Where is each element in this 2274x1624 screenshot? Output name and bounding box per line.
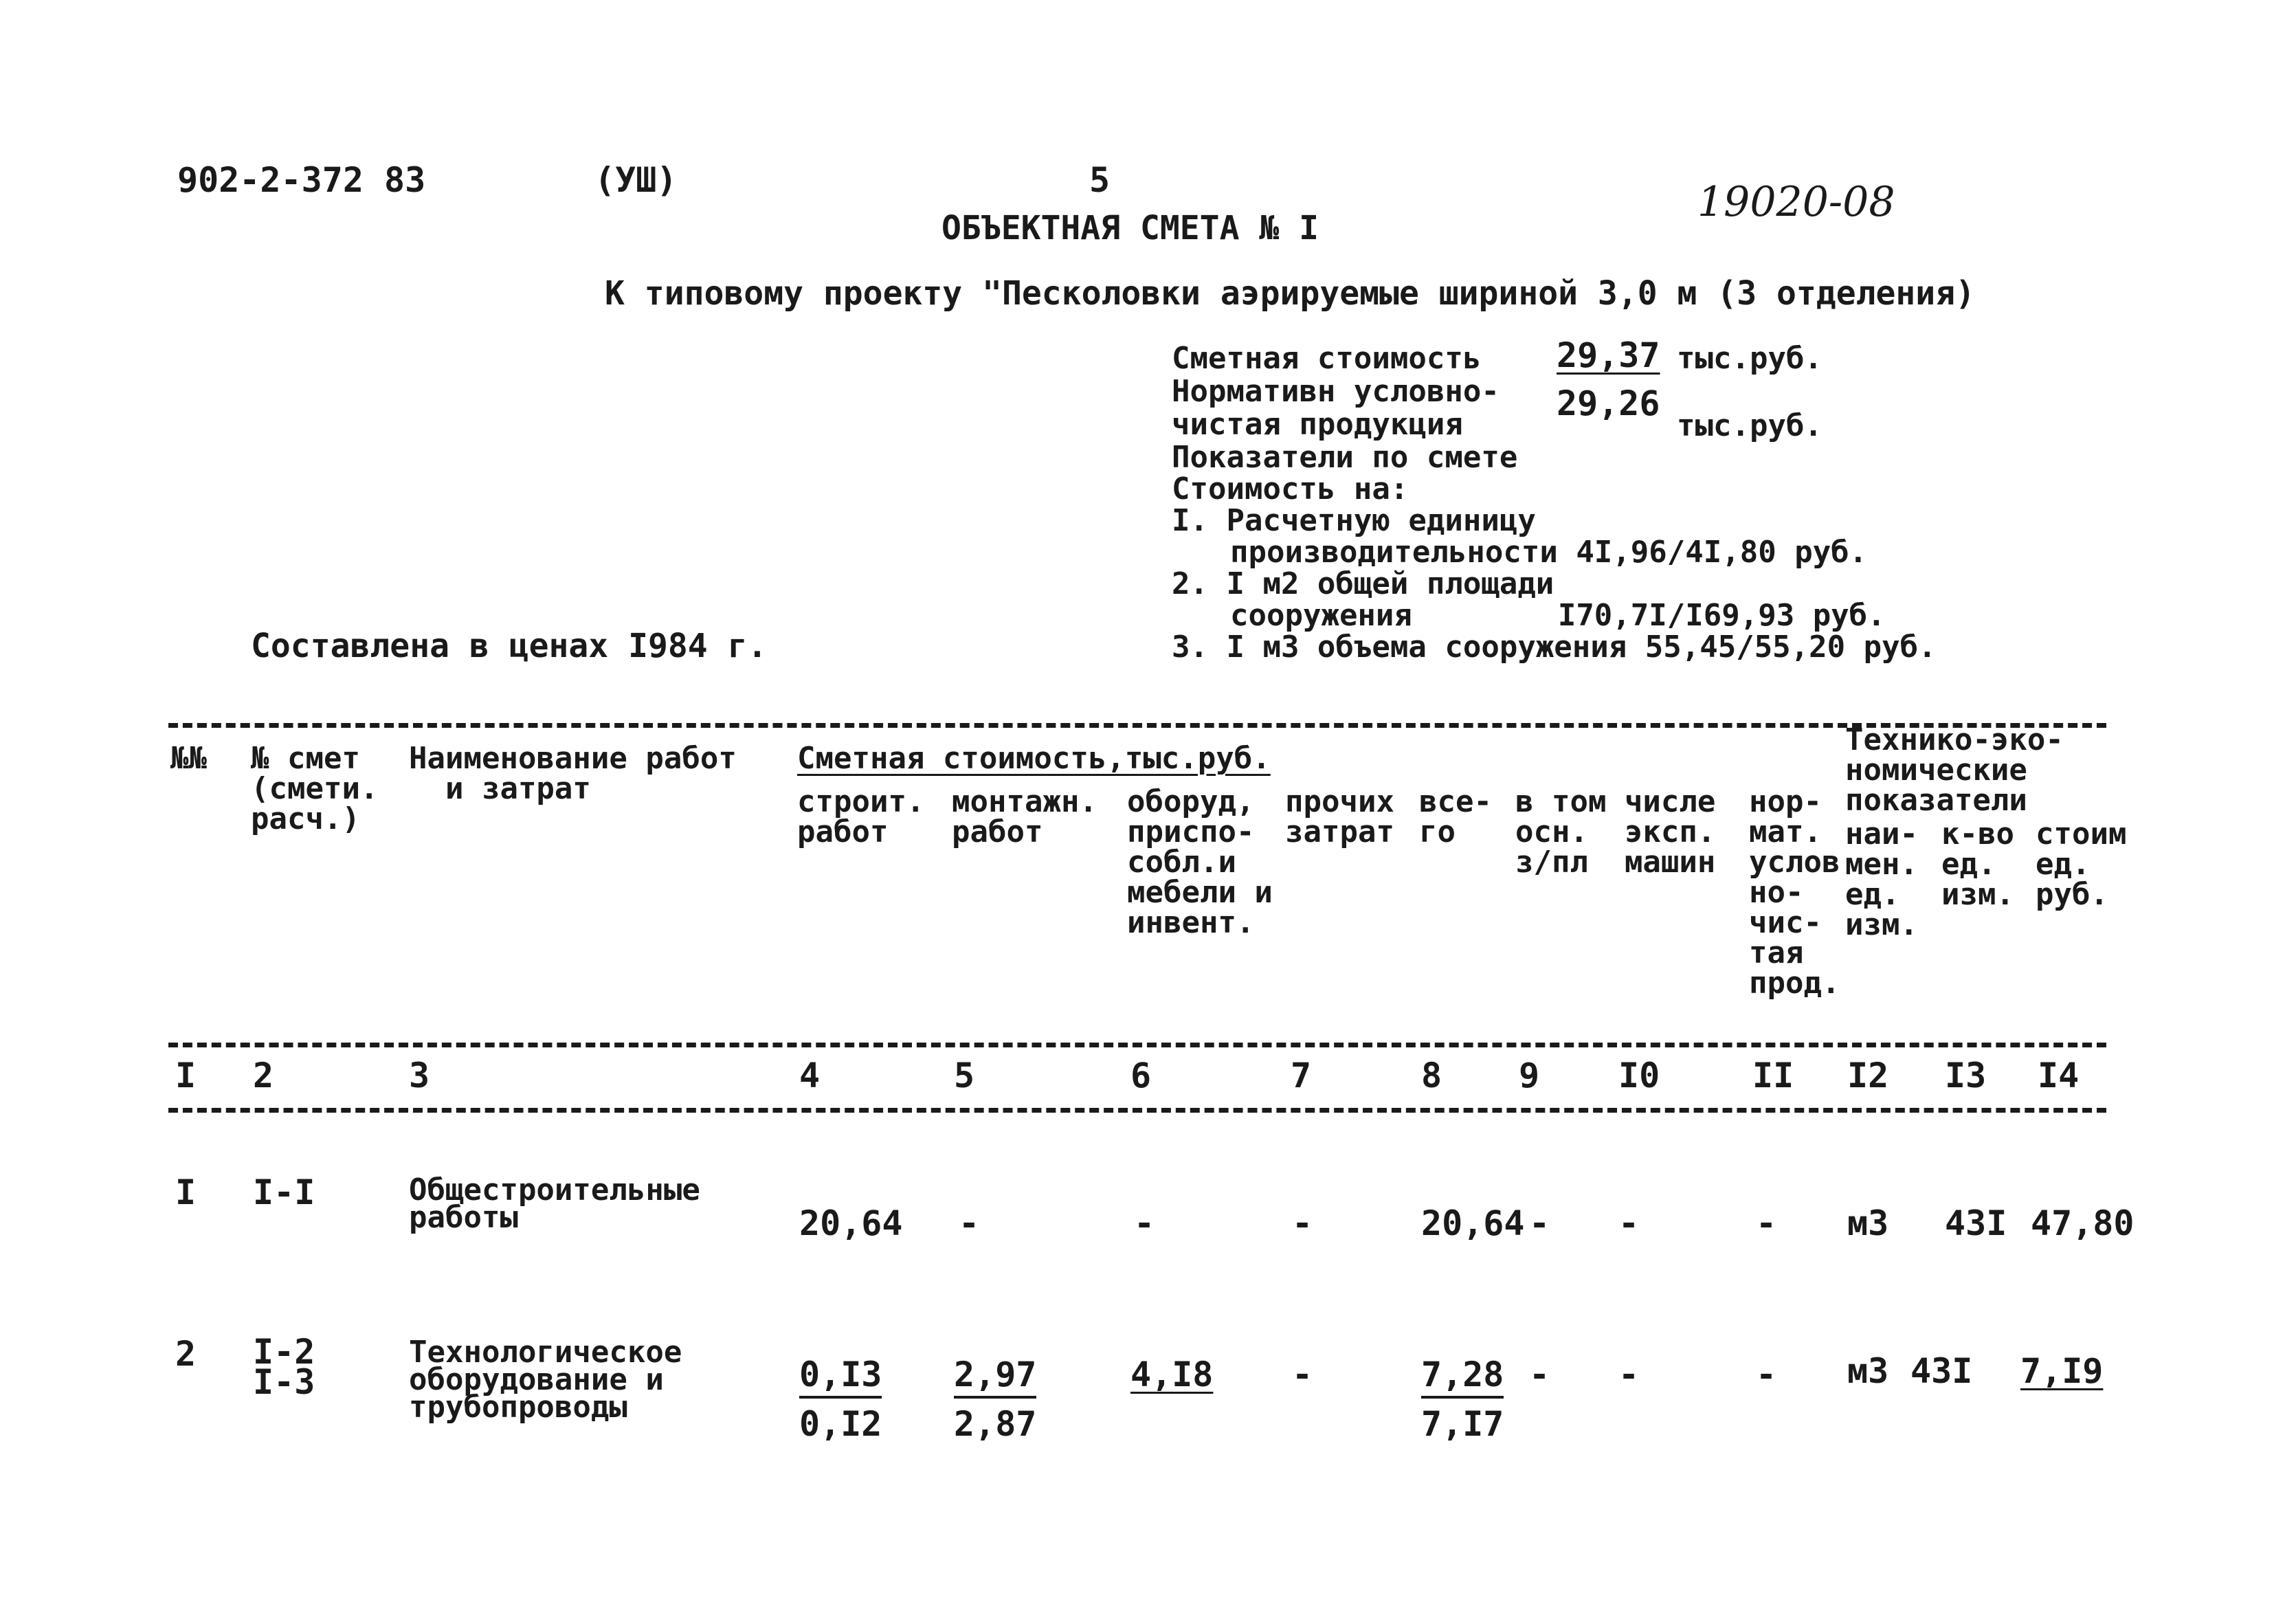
row-unit-qty: 43I	[1910, 1351, 1973, 1391]
row-number: I	[175, 1172, 197, 1212]
row-number: 2	[175, 1334, 197, 1374]
page-number: 5	[1089, 160, 1111, 200]
table-top-rule	[168, 723, 2106, 728]
document-subtitle: К типовому проекту "Песколовки аэрируемые шириной 3,0 м (3 отделения)	[605, 274, 1975, 313]
row-construction-alt: 0,I2	[799, 1404, 882, 1444]
norm-unit: тыс.руб.	[1677, 408, 1822, 443]
row-name: Технологическое оборудование и трубопроводы	[409, 1335, 682, 1425]
row-unit-name: м3	[1847, 1203, 1889, 1243]
col-number: I4	[2038, 1056, 2080, 1095]
volume-label: (УШ)	[594, 160, 678, 200]
row-construction: 0,I3	[799, 1357, 882, 1399]
col-header-unit-cost: стоим ед. руб.	[2036, 816, 2127, 912]
row-unit-name: м3	[1847, 1351, 1889, 1391]
header-rule	[168, 1043, 2106, 1047]
col-number: I2	[1847, 1056, 1889, 1095]
row-normative: -	[1756, 1355, 1777, 1394]
indicator-3: 3. I м3 объема сооружения 55,45/55,20 руб.	[1172, 630, 1937, 665]
col-header-num: №№	[170, 741, 207, 776]
row-normative: -	[1756, 1203, 1777, 1243]
row-wages: -	[1529, 1355, 1550, 1394]
row-installation: -	[959, 1203, 980, 1243]
row-installation-fraction	[954, 1355, 1037, 1444]
row-name: Общестроительные работы	[409, 1172, 700, 1235]
col-header-name: Наименование работ и затрат	[409, 741, 737, 806]
cost-label: Сметная стоимость	[1172, 341, 1482, 376]
row-total: 7,28	[1421, 1357, 1504, 1399]
row-unit-qty: 43I	[1945, 1203, 2007, 1243]
column-number-rule	[168, 1108, 2106, 1113]
cost-per-label: Стоимость на:	[1172, 471, 1409, 507]
col-number: 2	[253, 1056, 274, 1095]
doc-number: 902-2-372 83	[177, 160, 426, 200]
col-number: 5	[954, 1056, 975, 1095]
col-header-normative: нор- мат. услов но- чис- тая прод.	[1749, 784, 1840, 1001]
col-group-cost: Сметная стоимость,тыс.руб.	[797, 741, 1271, 776]
row-unit-cost: 7,I9	[2020, 1351, 2104, 1391]
col-header-construction: строит. работ	[797, 784, 925, 849]
row-unit-cost: 47,80	[2031, 1203, 2134, 1243]
row-smeta: I-2 I-3	[253, 1332, 315, 1402]
col-number: 4	[799, 1056, 821, 1095]
col-number: 8	[1421, 1056, 1442, 1095]
col-header-unit-name: наи- мен. ед. изм.	[1845, 816, 1918, 942]
cost-value: 29,37	[1557, 335, 1660, 375]
col-header-installation: монтажн. работ	[952, 784, 1097, 849]
row-total: 20,64	[1421, 1203, 1525, 1243]
col-header-unit-qty: к-во ед. изм.	[1941, 816, 2014, 912]
col-number: 9	[1519, 1056, 1540, 1095]
col-header-equipment: оборуд, приспо- собл.и мебели и инвент.	[1127, 784, 1273, 940]
row-total-fraction	[1421, 1355, 1504, 1444]
row-machines: -	[1618, 1355, 1640, 1394]
indicator-2a: 2. I м2 общей площади	[1172, 566, 1554, 601]
document-title: ОБЪЕКТНАЯ СМЕТА № I	[941, 209, 1319, 247]
cost-unit: тыс.руб.	[1677, 341, 1822, 376]
norm-label-1: Нормативн условно-	[1172, 374, 1500, 409]
row-equipment: -	[1134, 1203, 1155, 1243]
col-number: I	[175, 1056, 197, 1095]
row-total-alt: 7,I7	[1421, 1404, 1504, 1444]
row-installation: 2,97	[954, 1357, 1036, 1399]
row-smeta: I-I	[253, 1172, 315, 1212]
inventory-number: 19020-08	[1697, 178, 1895, 226]
indicators-label: Показатели по смете	[1172, 440, 1518, 475]
col-header-total: все- го	[1419, 784, 1492, 849]
row-construction: 20,64	[799, 1203, 903, 1243]
col-number: 3	[409, 1056, 430, 1095]
col-number: 7	[1291, 1056, 1312, 1095]
col-number: II	[1752, 1056, 1794, 1095]
col-header-including: в том числе осн. эксп. з/пл машин	[1515, 784, 1716, 880]
row-installation-alt: 2,87	[954, 1404, 1037, 1444]
norm-label-2: чистая продукция	[1172, 407, 1463, 442]
row-other: -	[1292, 1203, 1313, 1243]
row-equipment: 4,I8	[1130, 1355, 1214, 1394]
prices-note: Составлена в ценах I984 г.	[251, 627, 768, 665]
indicator-1b: производительности 4I,96/4I,80 руб.	[1230, 535, 1868, 570]
row-machines: -	[1618, 1203, 1640, 1243]
row-wages: -	[1529, 1203, 1550, 1243]
indicator-2b: сооружения I70,7I/I69,93 руб.	[1230, 598, 1886, 633]
norm-value: 29,26	[1557, 383, 1660, 423]
row-construction-fraction	[799, 1355, 882, 1444]
row-other: -	[1292, 1355, 1313, 1394]
col-number: 6	[1130, 1056, 1152, 1095]
indicator-1a: I. Расчетную единицу	[1172, 503, 1536, 538]
col-header-other: прочих затрат	[1285, 784, 1394, 849]
col-number: I0	[1618, 1056, 1660, 1095]
col-group-tech: Технико-эко- номические показатели	[1845, 722, 2064, 818]
col-number: I3	[1945, 1056, 1987, 1095]
col-header-smeta: № смет (смети. расч.)	[251, 741, 379, 836]
